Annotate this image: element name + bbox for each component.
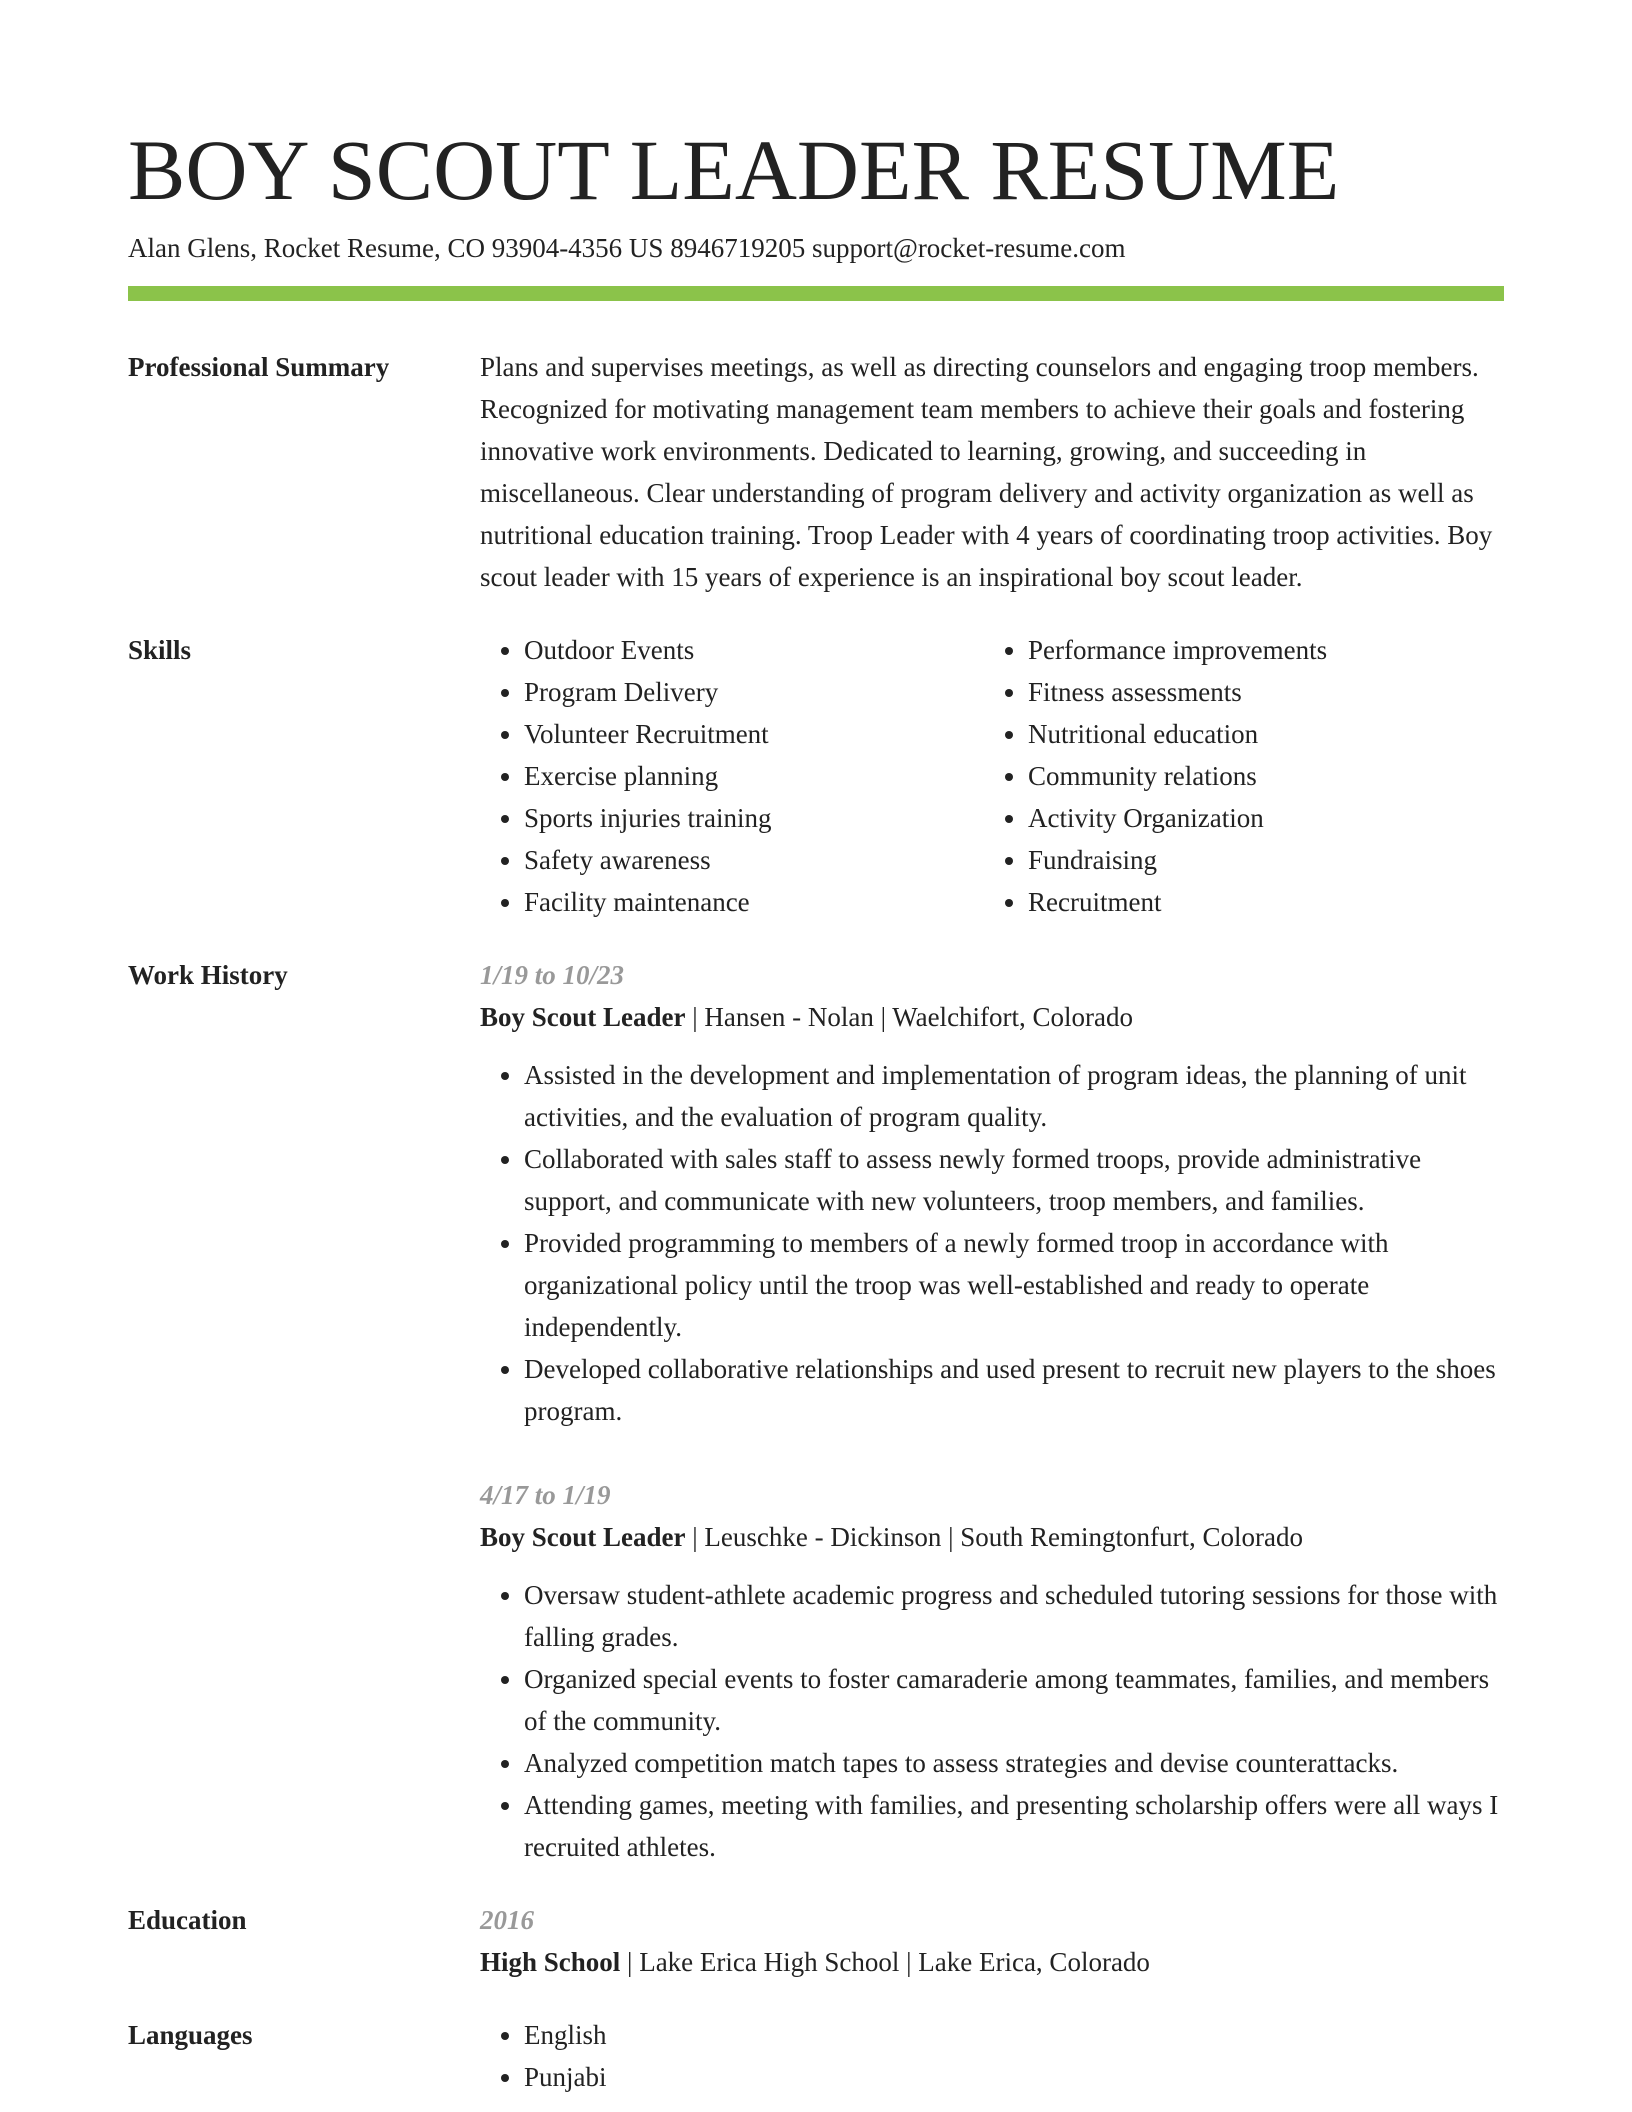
job-entry [480,954,1504,1432]
work-history-section [128,954,1504,1868]
skill-item: • Performance improvements [1028,629,1488,671]
job-bullet: • Provided programming to members of a newly formed troop in accordance with organizational policy until the troop was well-established and ready to operate independently. [524,1222,1504,1348]
job-role: Boy Scout Leader [480,1522,686,1552]
job-employer-location: | Leuschke - Dickinson | South Remingtonfurt, Colorado [685,1522,1303,1552]
skill-item: • Sports injuries training [524,797,984,839]
resume-page [128,120,1504,2098]
resume-title: BOY SCOUT LEADER RESUME [128,122,1340,218]
skill-item: • Facility maintenance [524,881,984,923]
languages-heading: Languages [128,2020,253,2050]
job-bullet: • Collaborated with sales staff to assess newly formed troops, provide administrative support, and communicate with new volunteers, troop members, and families. [524,1138,1504,1222]
job-title-line [480,1516,1504,1558]
job-bullets [480,1574,1504,1868]
skill-item: • Volunteer Recruitment [524,713,984,755]
job-bullet: • Organized special events to foster camaraderie among teammates, families, and members of the community. [524,1658,1504,1742]
work-history-heading: Work History [128,960,288,990]
skill-item: • Recruitment [1028,881,1488,923]
job-employer-location: | Hansen - Nolan | Waelchifort, Colorado [685,1002,1134,1032]
skill-item: • Fitness assessments [1028,671,1488,713]
education-line [480,1941,1504,1983]
job-role: Boy Scout Leader [480,1002,686,1032]
skills-section [128,629,1504,923]
job-bullets [480,1054,1504,1432]
summary-section [128,346,1504,598]
job-bullet: • Oversaw student-athlete academic progress and scheduled tutoring sessions for those with falling grades. [524,1574,1504,1658]
job-bullet: • Assisted in the development and implementation of program ideas, the planning of unit activities, and the evaluation of program quality. [524,1054,1504,1138]
skills-list-left [480,629,984,923]
skill-item: • Exercise planning [524,755,984,797]
job-bullet: • Attending games, meeting with families, and presenting scholarship offers were all ways I recruited athletes. [524,1784,1504,1868]
skill-item: • Outdoor Events [524,629,984,671]
skill-item: • Nutritional education [1028,713,1488,755]
education-section [128,1899,1504,1983]
skills-heading: Skills [128,635,192,665]
job-dates: 4/17 to 1/19 [480,1480,611,1510]
language-item: • Punjabi [524,2056,1504,2098]
skill-item: • Community relations [1028,755,1488,797]
job-bullet: • Developed collaborative relationships and used present to recruit new players to the shoes program. [524,1348,1504,1432]
skill-item: • Safety awareness [524,839,984,881]
skills-columns [480,629,1504,923]
job-title-line [480,996,1504,1038]
accent-divider [128,286,1504,301]
skill-item: • Fundraising [1028,839,1488,881]
language-item: • English [524,2014,1504,2056]
education-year: 2016 [480,1905,534,1935]
skill-item: • Program Delivery [524,671,984,713]
skills-list-right [984,629,1488,923]
education-heading: Education [128,1905,247,1935]
languages-section [128,2014,1504,2098]
job-entry [480,1474,1504,1868]
contact-line: Alan Glens, Rocket Resume, CO 93904-4356 US 8946719205 support@rocket-resume.com [128,233,1126,263]
skill-item: • Activity Organization [1028,797,1488,839]
education-school-location: | Lake Erica High School | Lake Erica, Colorado [620,1947,1150,1977]
job-dates: 1/19 to 10/23 [480,960,625,990]
summary-text: Plans and supervises meetings, as well as directing counselors and engaging troop members. Recognized for motivating management team members to achieve their goals and fostering innovative work environments. Dedicated to learning, growing, and succeeding in miscellaneous. Clear understanding of program delivery and activity organization as well as nutritional education training. Troop Leader with 4 years of coordinating troop activities. Boy scout leader with 15 years of experience is an inspirational boy scout leader. [480,352,1493,592]
summary-heading: Professional Summary [128,352,390,382]
languages-list [480,2014,1504,2098]
job-bullet: • Analyzed competition match tapes to assess strategies and devise counterattacks. [524,1742,1504,1784]
education-degree: High School [480,1947,621,1977]
